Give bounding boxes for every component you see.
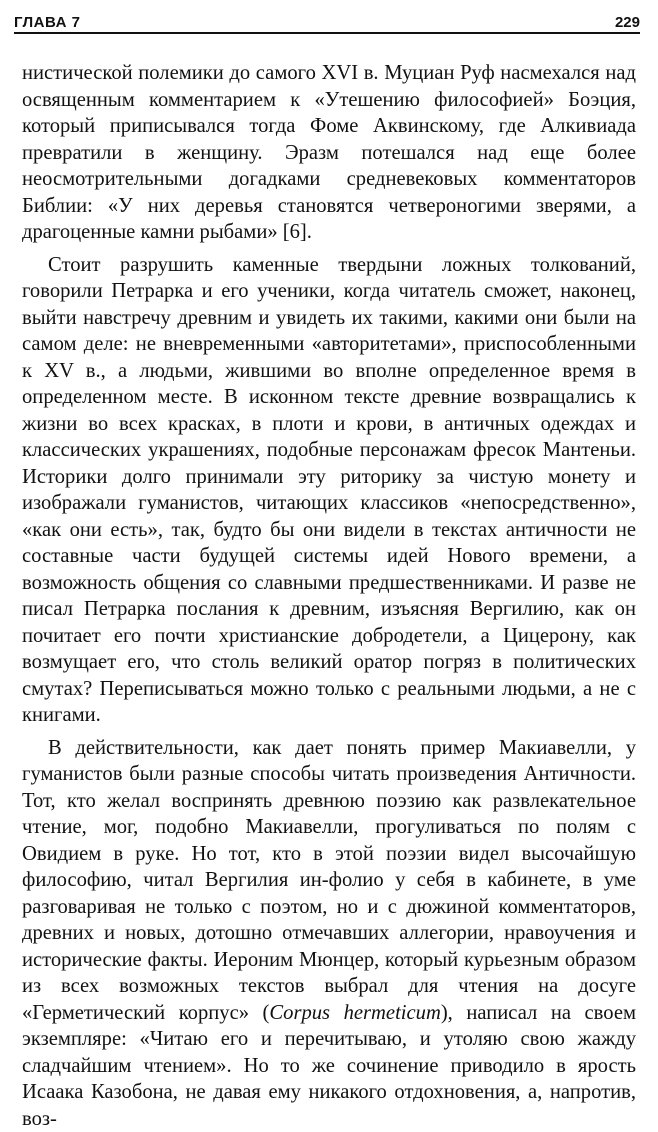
paragraph-2: Стоит разрушить каменные твердыни ложных толкований, говорили Петрарка и его ученики, когда читатель сможет, наконец, выйти навстречу древним и увидеть их такими, какими они были на самом деле: не вневременными «авторитетами», приспособленными к XV в., а людьми, жившими во вполне определенное время в определенном месте. В исконном тексте древние возвращались к жизни во всех красках, в плоти и крови, в античных одеждах и классических украшениях, подобные персонажам фресок Мантеньи. Историки долго принимали эту риторику за чистую монету и изображали гуманистов, читающих классиков «непосредственно», «как они есть», так, будто бы они видели в текстах античности не составные части будущей системы идей Нового времени, а возможность общения со славными предшественниками. И разве не писал Петрарка послания к древним, изъясняя Вергилию, как он почитает его почти христианские добродетели, а Цицерону, как возмущает его, что столь великий оратор погряз в политических смутах? Переписываться можно только с реальными людьми, а не с книгами. bbox=[22, 252, 636, 729]
paragraph-1: нистической полемики до самого XVI в. Муциан Руф насмехался над освященным комментарием к «Утешению философией» Боэция, который приписывался тогда Фоме Аквинскому, где Алкивиада превратили в женщину. Эразм потешался над еще более неосмотрительными догадками средневековых комментаторов Библии: «У них деревья становятся четвероногими зверями, а драгоценные камни рыбами» [6]. bbox=[22, 60, 636, 246]
chapter-label: ГЛАВА 7 bbox=[14, 14, 80, 31]
page-number: 229 bbox=[615, 14, 640, 31]
paragraph-3-part-2: ), написал на своем экземпляре: «Читаю его и перечитываю, и утоляю свою жажду сладчайшим чтением». Но то же сочинение приводило в ярость Исаака Казобона, не давая ему никакого отдохновения, а, напротив, воз- bbox=[22, 1002, 636, 1130]
body-text bbox=[22, 60, 636, 1132]
latin-title: Corpus hermeticum bbox=[269, 1002, 440, 1024]
paragraph-3-part-1: В действительности, как дает понять пример Макиавелли, у гуманистов были разные способы читать произведения Античности. Тот, кто желал воспринять древнюю поэзию как развлекательное чтение, мог, подобно Макиавелли, прогуливаться по полям с Овидием в руке. Но тот, кто в этой поэзии видел высочайшую философию, читал Вергилия ин-фолио у себя в кабинете, в уме разговаривая не только с поэтом, но и с дюжиной комментаторов, древних и новых, дотошно отмечавших аллегории, нравоучения и исторические факты. Иероним Мюнцер, который курьезным образом из всех возможных текстов выбрал для чтения на досуге «Герметический корпус» ( bbox=[22, 737, 636, 1024]
running-header bbox=[14, 8, 640, 34]
header-rule bbox=[14, 32, 640, 34]
paragraph-3 bbox=[22, 735, 636, 1132]
